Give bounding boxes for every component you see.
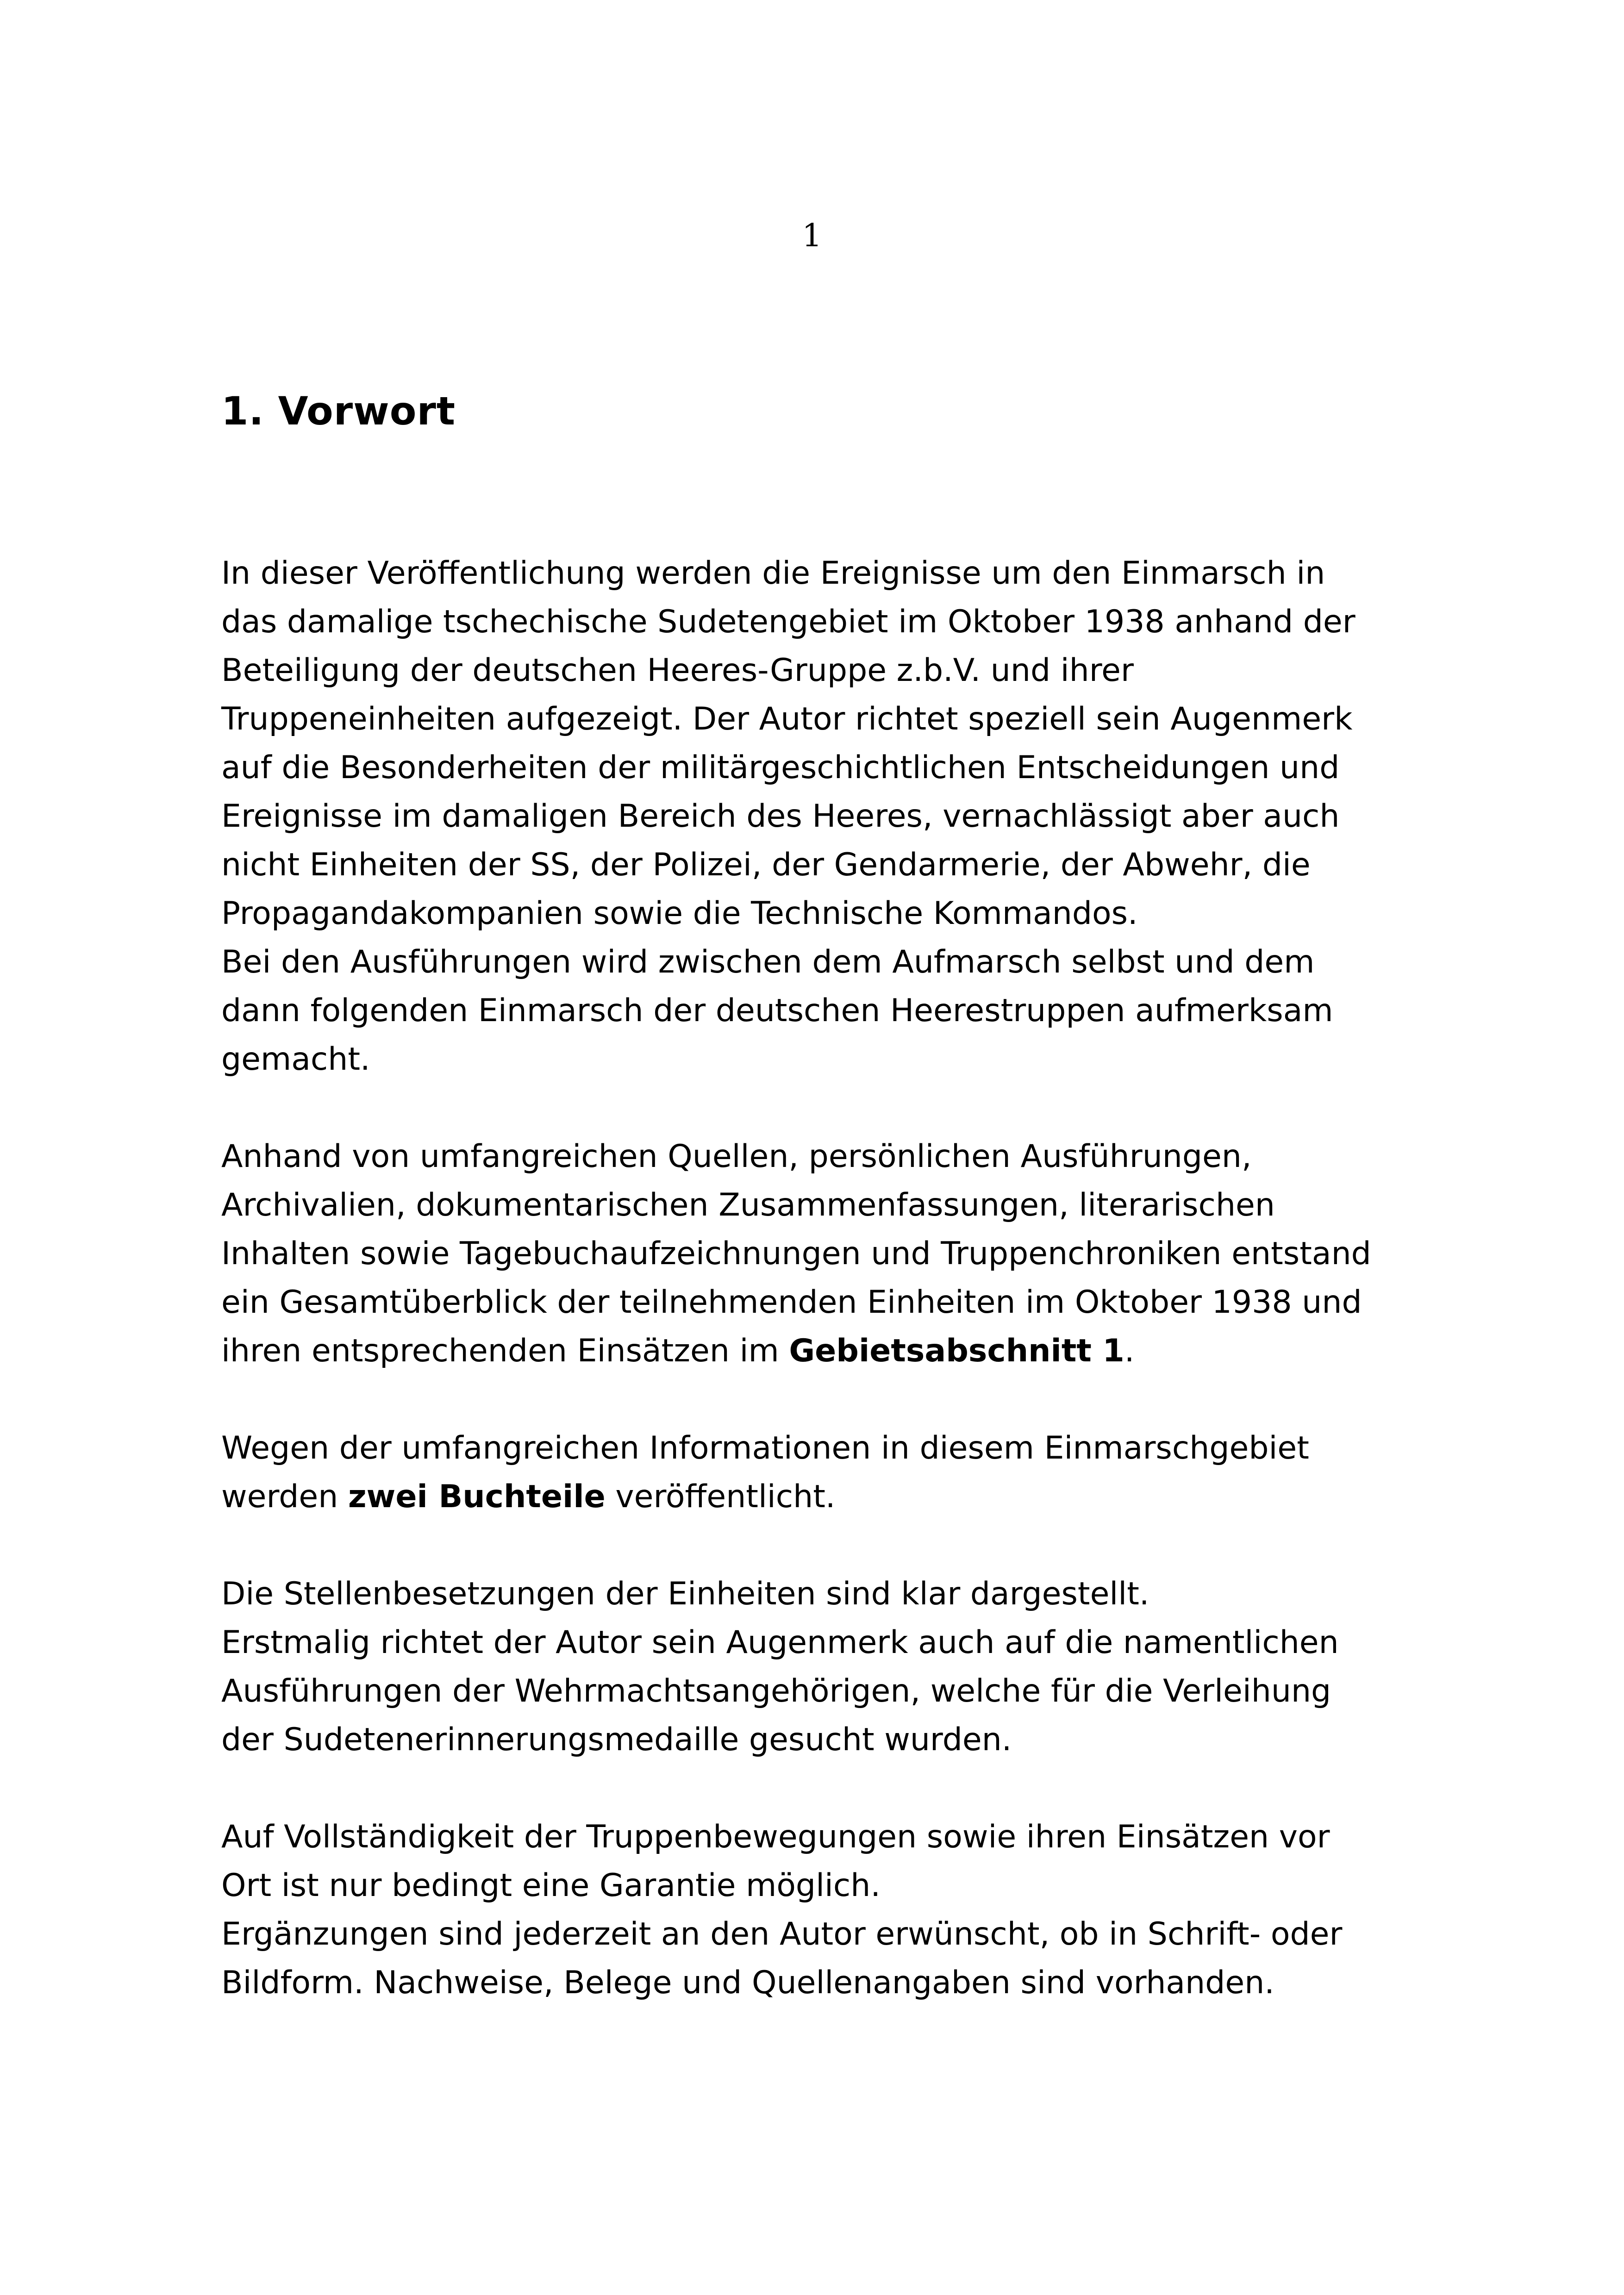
text-run: werden xyxy=(221,1478,348,1515)
text-run: Archivalien, dokumentarischen Zusammenfassungen, literarischen xyxy=(221,1187,1275,1223)
text-run: Erstmalig richtet der Autor sein Augenmerk auch auf die namentlichen xyxy=(221,1624,1339,1661)
text-line xyxy=(221,1132,1462,1181)
text-run: Die Stellenbesetzungen der Einheiten sind klar dargestellt. xyxy=(221,1576,1149,1612)
text-line xyxy=(221,1327,1462,1375)
paragraph xyxy=(221,1132,1462,1375)
text-line xyxy=(221,1813,1462,1861)
text-line xyxy=(221,1278,1462,1327)
paragraph xyxy=(221,1424,1462,1521)
text-run: Truppeneinheiten aufgezeigt. Der Autor richtet speziell sein Augenmerk xyxy=(221,701,1353,737)
paragraph xyxy=(221,1570,1462,1764)
text-line xyxy=(221,986,1462,1035)
text-line xyxy=(221,1667,1462,1715)
text-run: Anhand von umfangreichen Quellen, persönlichen Ausführungen, xyxy=(221,1138,1252,1175)
text-run: dann folgenden Einmarsch der deutschen Heerestruppen aufmerksam xyxy=(221,992,1333,1029)
text-run: Bei den Ausführungen wird zwischen dem Aufmarsch selbst und dem xyxy=(221,944,1315,980)
text-run: Beteiligung der deutschen Heeres-Gruppe z.b.V. und ihrer xyxy=(221,652,1134,689)
text-line xyxy=(221,889,1462,938)
text-line xyxy=(221,549,1462,598)
text-run: Ergänzungen sind jederzeit an den Autor erwünscht, ob in Schrift- oder xyxy=(221,1916,1343,1952)
text-run: gemacht. xyxy=(221,1041,370,1078)
text-run: ein Gesamtüberblick der teilnehmenden Einheiten im Oktober 1938 und xyxy=(221,1284,1362,1321)
text-run: Auf Vollständigkeit der Truppenbewegungen sowie ihren Einsätzen vor xyxy=(221,1819,1330,1855)
text-line xyxy=(221,598,1462,646)
text-run: veröffentlicht. xyxy=(605,1478,836,1515)
text-line xyxy=(221,1424,1462,1472)
text-line xyxy=(221,743,1462,792)
text-run: Ort ist nur bedingt eine Garantie möglich. xyxy=(221,1867,881,1904)
paragraph xyxy=(221,549,1462,1084)
text-line xyxy=(221,1181,1462,1229)
text-run: . xyxy=(1124,1333,1135,1369)
text-run: der Sudetenerinnerungsmedaille gesucht wurden. xyxy=(221,1721,1012,1758)
bold-text: Gebietsabschnitt 1 xyxy=(789,1333,1124,1369)
text-run: Ausführungen der Wehrmachtsangehörigen, welche für die Verleihung xyxy=(221,1673,1331,1709)
paragraph xyxy=(221,1813,1462,2007)
text-run: auf die Besonderheiten der militärgeschichtlichen Entscheidungen und xyxy=(221,749,1340,786)
text-line xyxy=(221,1618,1462,1667)
text-line xyxy=(221,1958,1462,2007)
text-run: ihren entsprechenden Einsätzen im xyxy=(221,1333,789,1369)
text-line xyxy=(221,1715,1462,1764)
text-run: In dieser Veröffentlichung werden die Ereignisse um den Einmarsch in xyxy=(221,555,1325,592)
text-line xyxy=(221,1229,1462,1278)
text-line xyxy=(221,792,1462,841)
text-line xyxy=(221,1570,1462,1618)
text-run: Inhalten sowie Tagebuchaufzeichnungen und Truppenchroniken entstand xyxy=(221,1235,1371,1272)
text-run: nicht Einheiten der SS, der Polizei, der Gendarmerie, der Abwehr, die xyxy=(221,847,1311,883)
text-line xyxy=(221,938,1462,986)
bold-text: zwei Buchteile xyxy=(348,1478,606,1515)
text-line xyxy=(221,1472,1462,1521)
text-run: das damalige tschechische Sudetengebiet im Oktober 1938 anhand der xyxy=(221,604,1355,640)
text-line xyxy=(221,646,1462,695)
section-heading: 1. Vorwort xyxy=(221,388,456,434)
text-run: Wegen der umfangreichen Informationen in diesem Einmarschgebiet xyxy=(221,1430,1309,1466)
page-number: 1 xyxy=(802,218,822,254)
text-line xyxy=(221,1035,1462,1084)
text-run: Bildform. Nachweise, Belege und Quellenangaben sind vorhanden. xyxy=(221,1964,1274,2001)
text-line xyxy=(221,841,1462,889)
text-line xyxy=(221,1910,1462,1958)
text-run: Ereignisse im damaligen Bereich des Heeres, vernachlässigt aber auch xyxy=(221,798,1340,835)
text-run: Propagandakompanien sowie die Technische Kommandos. xyxy=(221,895,1138,932)
body-text xyxy=(221,549,1462,2056)
text-line xyxy=(221,695,1462,743)
text-line xyxy=(221,1861,1462,1910)
